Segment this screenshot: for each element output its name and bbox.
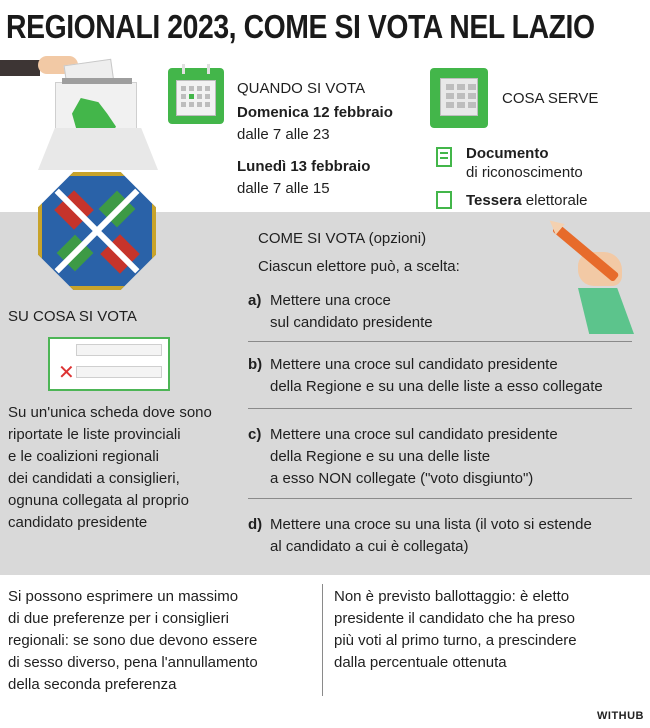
option-line: della Regione e su una delle liste a esso collegate <box>270 378 603 395</box>
option-line: al candidato a cui è collegata) <box>270 538 469 555</box>
needs-card-rest: elettorale <box>525 192 588 209</box>
needs-doc-rest: di riconoscimento <box>466 164 583 181</box>
mini-ballot-illustration <box>48 337 170 391</box>
needs-card-bold: Tessera <box>466 192 522 209</box>
divider <box>248 341 632 342</box>
what-line: candidato presidente <box>8 514 148 531</box>
when-hours2: dalle 7 alle 15 <box>237 180 330 197</box>
how-heading: COME SI VOTA (opzioni) <box>258 230 427 247</box>
calendar-ring <box>207 64 210 74</box>
what-line: Su un'unica scheda dove sono <box>8 404 212 421</box>
ballot-box-slot <box>62 78 132 84</box>
what-heading: SU COSA SI VOTA <box>8 308 137 325</box>
sleeve-illustration <box>0 60 40 76</box>
option-line: sul candidato presidente <box>270 314 433 331</box>
divider <box>248 408 632 409</box>
footer-line: di due preferenze per i consiglieri <box>8 610 229 627</box>
option-line: a esso NON collegate ("voto disgiunto") <box>270 470 534 487</box>
needs-heading: COSA SERVE <box>502 90 599 107</box>
footer-line: più voti al primo turno, a prescindere <box>334 632 577 649</box>
option-letter: d) <box>248 516 263 533</box>
footer-line: di sesso diverso, pena l'annullamento <box>8 654 258 671</box>
footer-right <box>334 586 577 674</box>
voter-card-icon <box>436 191 452 209</box>
withub-logo: WITHUB <box>597 710 644 722</box>
when-day1: Domenica 12 febbraio <box>237 104 393 121</box>
option-b-text <box>270 354 603 398</box>
what-text <box>8 402 212 534</box>
page-title: REGIONALI 2023, COME SI VOTA NEL LAZIO <box>6 8 595 45</box>
option-line: Mettere una croce <box>270 292 391 309</box>
footer-line: Non è previsto ballottaggio: è eletto <box>334 588 570 605</box>
option-d-text <box>270 514 592 558</box>
divider <box>248 498 632 499</box>
how-intro: Ciascun elettore può, a scelta: <box>258 258 460 275</box>
document-grid <box>440 78 478 116</box>
cross-mark-icon: ✕ <box>58 362 75 384</box>
footer-divider <box>322 584 323 696</box>
footer-line: dalla percentuale ottenuta <box>334 654 507 671</box>
footer-left <box>8 586 258 696</box>
footer-line: della seconda preferenza <box>8 676 177 693</box>
option-line: Mettere una croce sul candidato presidente <box>270 426 558 443</box>
option-letter: b) <box>248 356 263 373</box>
needs-doc-bold: Documento <box>466 145 549 162</box>
calendar-ring <box>182 64 185 74</box>
when-hours1: dalle 7 alle 23 <box>237 126 330 143</box>
footer-line: regionali: se sono due devono essere <box>8 632 258 649</box>
ballot-box-base <box>38 128 158 170</box>
what-line: ognuna collegata al proprio <box>8 492 189 509</box>
what-line: e le coalizioni regionali <box>8 448 159 465</box>
footer-line: presidente il candidato che ha preso <box>334 610 575 627</box>
footer-line: Si possono esprimere un massimo <box>8 588 239 605</box>
option-line: della Regione e su una delle liste <box>270 448 491 465</box>
id-card-icon <box>436 147 452 167</box>
option-letter: c) <box>248 426 262 443</box>
option-letter: a) <box>248 292 262 309</box>
option-line: Mettere una croce su una lista (il voto si estende <box>270 516 592 533</box>
option-line: Mettere una croce sul candidato presidente <box>270 356 558 373</box>
when-heading: QUANDO SI VOTA <box>237 80 366 97</box>
option-a-text <box>270 290 433 334</box>
needs-card <box>466 190 588 212</box>
what-line: riportate le liste provinciali <box>8 426 181 443</box>
calendar-grid <box>176 80 216 116</box>
option-c-text <box>270 424 558 490</box>
when-day2: Lunedì 13 febbraio <box>237 158 371 175</box>
what-line: dei candidati a consiglieri, <box>8 470 180 487</box>
